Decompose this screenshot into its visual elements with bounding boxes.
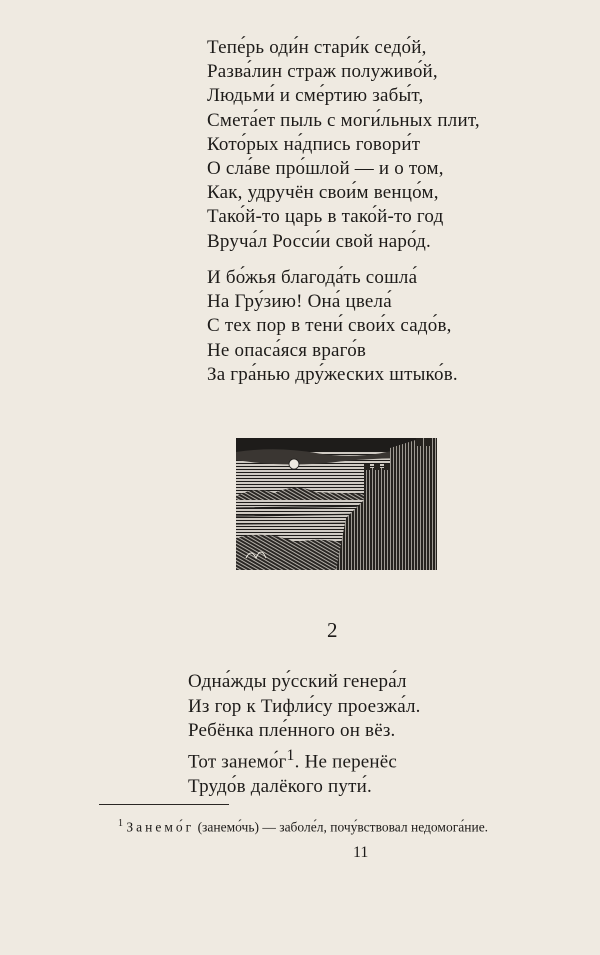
- poem-line: С тех пор в тени́ свои́х садо́в,: [207, 315, 452, 337]
- section-number: 2: [327, 618, 338, 642]
- poem-stanza-2: [207, 266, 458, 387]
- poem-line: Смета́ет пыль с моги́льных плит,: [207, 109, 480, 131]
- poem-line: Из гор к Тифли́су проезжа́л.: [188, 695, 421, 717]
- poem-line: На Гру́зию! Она́ цвела́: [207, 291, 392, 313]
- poem-line: Людьми́ и сме́ртию забы́т,: [207, 85, 424, 107]
- poem-stanza-3: [188, 670, 421, 799]
- poem-line: Тепе́рь оди́н стари́к седо́й,: [207, 37, 427, 58]
- landscape-engraving-icon: [236, 438, 437, 570]
- footnote-marker[interactable]: 1: [286, 746, 295, 764]
- footnote-text: (занемо́чь) — заболе́л, почу́вствовал недомога́ние.: [197, 819, 489, 835]
- footnote-term: Занемо́г: [126, 819, 195, 835]
- line-text: Тот занемо́г: [188, 751, 287, 773]
- poem-line: Одна́жды ру́сский генера́л: [188, 671, 407, 692]
- poem-line: За гра́нью дру́жеских штыко́в.: [207, 363, 458, 385]
- poem-line: Кото́рых на́дпись говори́т: [207, 133, 421, 155]
- poem-line: Тако́й-то царь в тако́й-то год: [207, 206, 444, 228]
- footnote: [118, 818, 488, 836]
- poem-line: Как, удручён свои́м венцо́м,: [207, 182, 439, 204]
- line-text: . Не перенёс: [294, 751, 398, 773]
- poem-line: Ребёнка пле́нного он вёз.: [188, 720, 396, 742]
- poem-line: Не опаса́яся враго́в: [207, 339, 367, 361]
- footnote-number: 1: [118, 818, 123, 829]
- poem-line: О сла́ве про́шлой — и о том,: [207, 158, 444, 180]
- poem-line: Вруча́л Росси́и свой наро́д.: [207, 230, 431, 252]
- poem-line-with-footnote: [188, 744, 421, 775]
- poem-line: Разва́лин страж полуживо́й,: [207, 61, 438, 83]
- poem-line: Трудо́в далёкого пути́.: [188, 775, 372, 797]
- footnote-divider: [99, 804, 229, 805]
- poem-line: И бо́жья благода́ть сошла́: [207, 267, 418, 288]
- page-number: 11: [353, 844, 369, 861]
- poem-stanza-1: [207, 36, 480, 254]
